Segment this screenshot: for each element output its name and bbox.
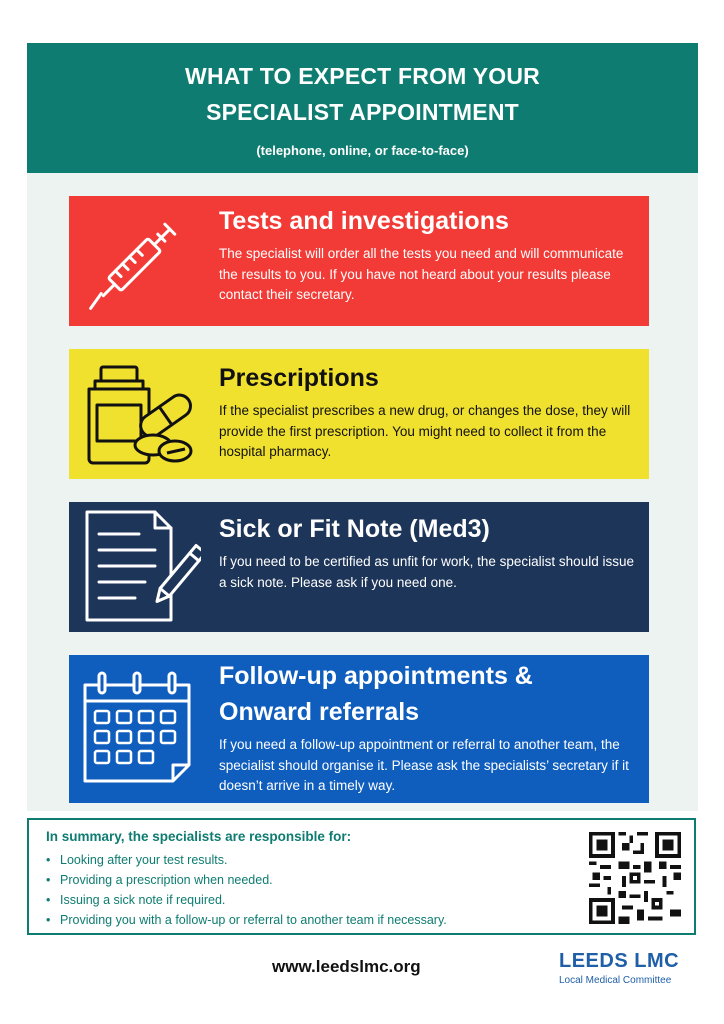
qr-code-icon[interactable] xyxy=(589,832,681,924)
card-title-line1: Follow-up appointments & xyxy=(219,662,533,690)
card-follow-up xyxy=(69,655,649,803)
website-link[interactable]: www.leedslmc.org xyxy=(272,957,421,976)
card-body: If you need to be certified as unfit for work, the specialist should issue a sick note. Please ask if you need one. xyxy=(219,554,634,590)
summary-title: In summary, the specialists are responsible for: xyxy=(46,829,352,844)
poster xyxy=(27,43,698,811)
card-title: Prescriptions xyxy=(219,364,379,392)
summary-box xyxy=(27,818,696,935)
list-item: • Issuing a sick note if required. xyxy=(46,893,226,907)
card-body: If you need a follow-up appointment or referral to another team, the specialist should organise it. Please ask the specialists’ secretary if it doesn’t arrive in a timely way. xyxy=(219,737,629,793)
syringe-icon xyxy=(75,204,201,318)
list-item: • Providing you with a follow-up or referral to another team if necessary. xyxy=(46,913,447,927)
card-title: Sick or Fit Note (Med3) xyxy=(219,515,490,543)
page-subtitle: (telephone, online, or face-to-face) xyxy=(256,143,469,158)
document-pen-icon xyxy=(75,510,201,624)
card-body: If the specialist prescribes a new drug, or changes the dose, they will provide the first prescription. You might need to collect it from the hospital pharmacy. xyxy=(219,403,631,459)
card-body: The specialist will order all the tests you need and will communicate the results to you. If you have not heard about your results please contact their secretary. xyxy=(219,246,624,302)
pills-icon xyxy=(75,357,201,471)
leeds-lmc-logo xyxy=(556,950,686,990)
page-title-line1: WHAT TO EXPECT FROM YOUR xyxy=(185,63,540,89)
calendar-icon xyxy=(75,663,201,789)
card-prescriptions xyxy=(69,349,649,479)
page-title-line2: SPECIALIST APPOINTMENT xyxy=(206,99,519,125)
logo-name: LEEDS LMC xyxy=(559,950,680,972)
card-tests xyxy=(69,196,649,326)
summary-list xyxy=(46,850,447,930)
logo-subtitle: Local Medical Committee xyxy=(559,975,672,986)
card-title-line2: Onward referrals xyxy=(219,698,420,726)
poster-header xyxy=(27,43,698,173)
list-item: • Looking after your test results. xyxy=(46,853,228,867)
list-item: • Providing a prescription when needed. xyxy=(46,873,273,887)
card-title: Tests and investigations xyxy=(219,207,509,235)
card-sick-note xyxy=(69,502,649,632)
